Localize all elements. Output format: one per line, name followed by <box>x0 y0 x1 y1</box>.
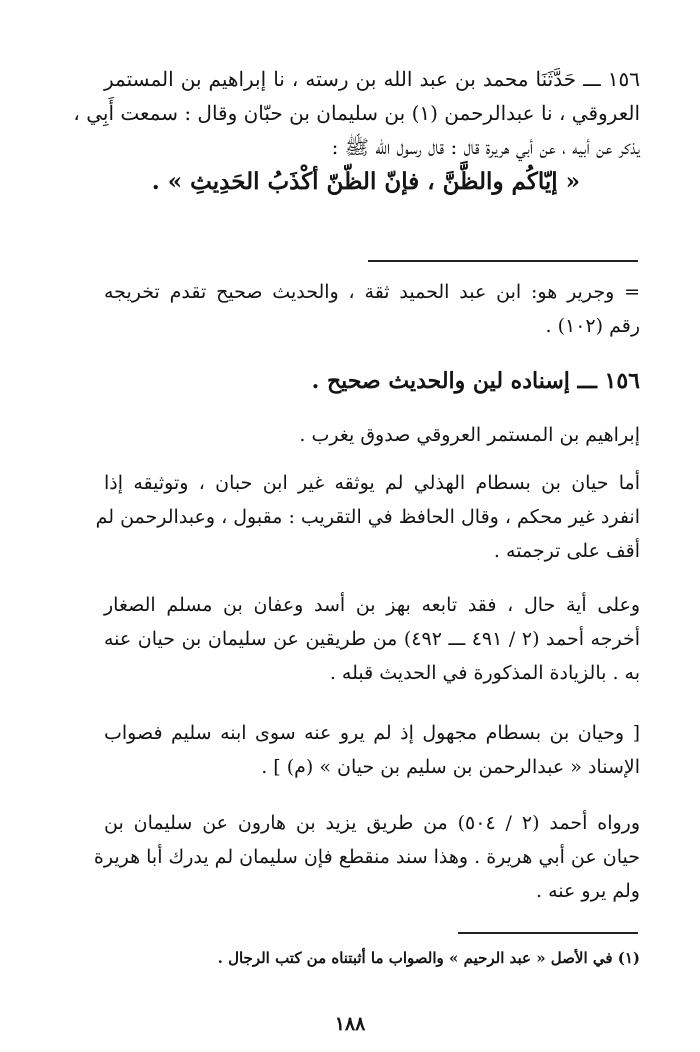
hadith-line: يذكر عن أبيه ، عن أبي هريرة قال : قال رسول الله ﷺ : <box>331 135 640 159</box>
paragraph-line: إبراهيم بن المستمر العروقي صدوق يغرب . <box>299 424 640 446</box>
paragraph-line: ولم يرو عنه . <box>536 880 640 902</box>
commentary-paragraph <box>104 418 640 452</box>
previous-note <box>104 275 640 343</box>
section-heading: ١٥٦ ـــ إسناده لين والحديث صحيح . <box>311 368 640 394</box>
footnote-separator <box>458 932 638 934</box>
page-number: ١٨٨ <box>334 1013 366 1035</box>
paragraph-line: ورواه أحمد (٢ / ٥٠٤) من طريق يزيد بن هارون عن سليمان بن <box>104 812 640 834</box>
paragraph-line: انفرد غير محكم ، وقال الحافظ في التقريب : مقبول ، وعبدالرحمن لم <box>95 506 640 528</box>
commentary-paragraph <box>104 588 640 690</box>
hadith-line: العروقي ، نا عبدالرحمن (١) بن سليمان بن حبّان وقال : سمعت أَبِي ، <box>73 101 640 125</box>
note-line: = وجرير هو: ابن عبد الحميد ثقة ، والحديث صحيح تقدم تخريجه <box>104 281 640 303</box>
paragraph-line: أخرجه أحمد (٢ / ٤٩١ ـــ ٤٩٢) من طريقين عن سليمان بن حيان عنه <box>104 628 640 650</box>
paragraph-line: به . بالزيادة المذكورة في الحديث قبله . <box>329 662 640 684</box>
commentary-paragraph <box>95 466 640 568</box>
hadith-line: ١٥٦ ـــ حَدَّثَنَا محمد بن عبد الله بن رسته ، نا إبراهيم بن المستمر <box>104 67 640 91</box>
paragraph-line: وعلى أية حال ، فقد تابعه بهز بن أسد وعفان بن مسلم الصغار <box>104 594 640 616</box>
commentary-heading <box>104 364 640 398</box>
hadith-quote: « إيّاكُم والظَّنَّ ، فإنّ الظّنّ أكْذَبُ الحَدِيثِ » . <box>151 168 580 195</box>
separator-line <box>368 260 638 262</box>
paragraph-line: [ وحيان بن بسطام مجهول إذ لم يرو عنه سوى ابنه سليم فصواب <box>104 722 640 744</box>
commentary-paragraph <box>104 716 640 784</box>
hadith-text <box>73 62 640 200</box>
paragraph-line: حيان عن أبي هريرة . وهذا سند منقطع فإن سليمان لم يدرك أبا هريرة <box>93 846 640 868</box>
footnote: (١) في الأصل « عبد الرحيم » والصواب ما أثبتناه من كتب الرجال . <box>217 949 640 967</box>
note-line: رقم (١٠٢) . <box>545 315 640 337</box>
paragraph-line: أما حيان بن بسطام الهذلي لم يوثقه غير ابن حبان ، وتوثيقه إذا <box>104 472 640 494</box>
paragraph-line: الإسناد « عبدالرحمن بن سليم بن حيان » (م) ] . <box>261 756 640 778</box>
paragraph-line: أقف على ترجمته . <box>493 540 640 562</box>
commentary-paragraph <box>93 806 640 908</box>
